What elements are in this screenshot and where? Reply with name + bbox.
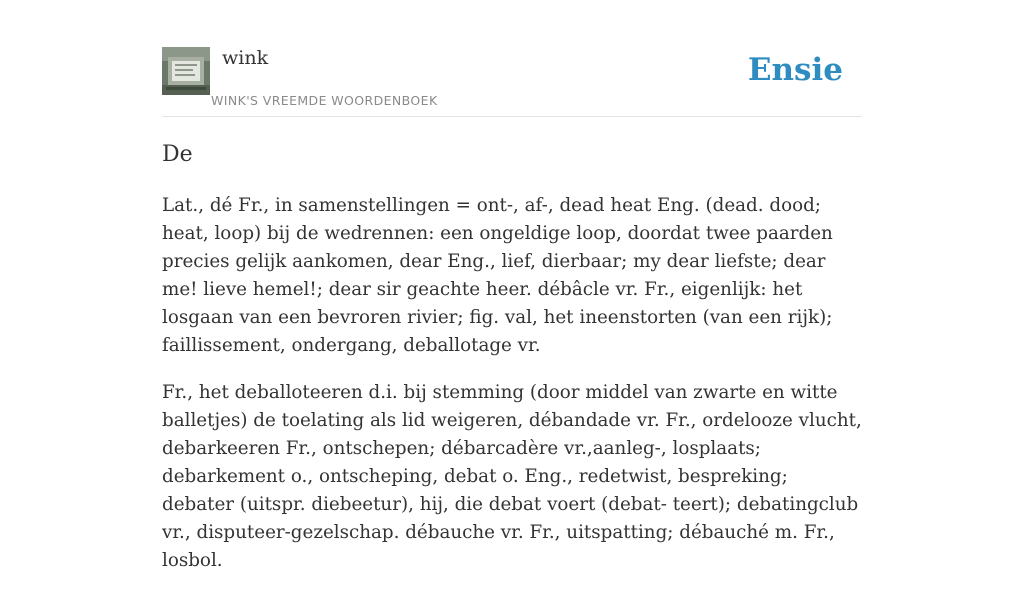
username[interactable]: wink [222, 47, 269, 69]
avatar-image [162, 47, 210, 95]
definition-paragraph: Lat., dé Fr., in samenstellingen = ont-, af-, dead heat Eng. (dead. dood; heat, loop) bij de wedrennen: een ongeldige loop, doordat twee paarden precies gelijk aankomen, dear Eng., lief, dierbaar; my dear liefste; dear me! lieve hemel!; dear sir geachte heer. débâcle vr. Fr., eigenlijk: het losgaan van een bevroren rivier; fig. val, het ineenstorten (van een rijk); faillissement, ondergang, deballotage vr. [162, 195, 833, 356]
entry-definition [162, 192, 862, 594]
entry-term: De [162, 142, 193, 167]
header [162, 0, 862, 117]
brand-logo[interactable]: Ensie [747, 52, 843, 88]
definition-paragraph: Fr., het deballoteeren d.i. bij stemming (door middel van zwarte en witte balletjes) de toelating als lid weigeren, débandade vr. Fr., ordelooze vlucht, debarkeeren Fr., ontschepen; débarcadère vr.,aanleg-, losplaats; debarkement o., ontscheping, debat o. Eng., redetwist, bespreking; debater (uitspr. diebeetur), hij, die debat voert (debat- teert); debatingclub vr., disputeer-gezelschap. débauche vr. Fr., uitspatting; débauché m. Fr., losbol. [162, 382, 862, 571]
dictionary-name[interactable]: WINK'S VREEMDE WOORDENBOEK [211, 93, 438, 108]
avatar[interactable] [162, 47, 210, 95]
